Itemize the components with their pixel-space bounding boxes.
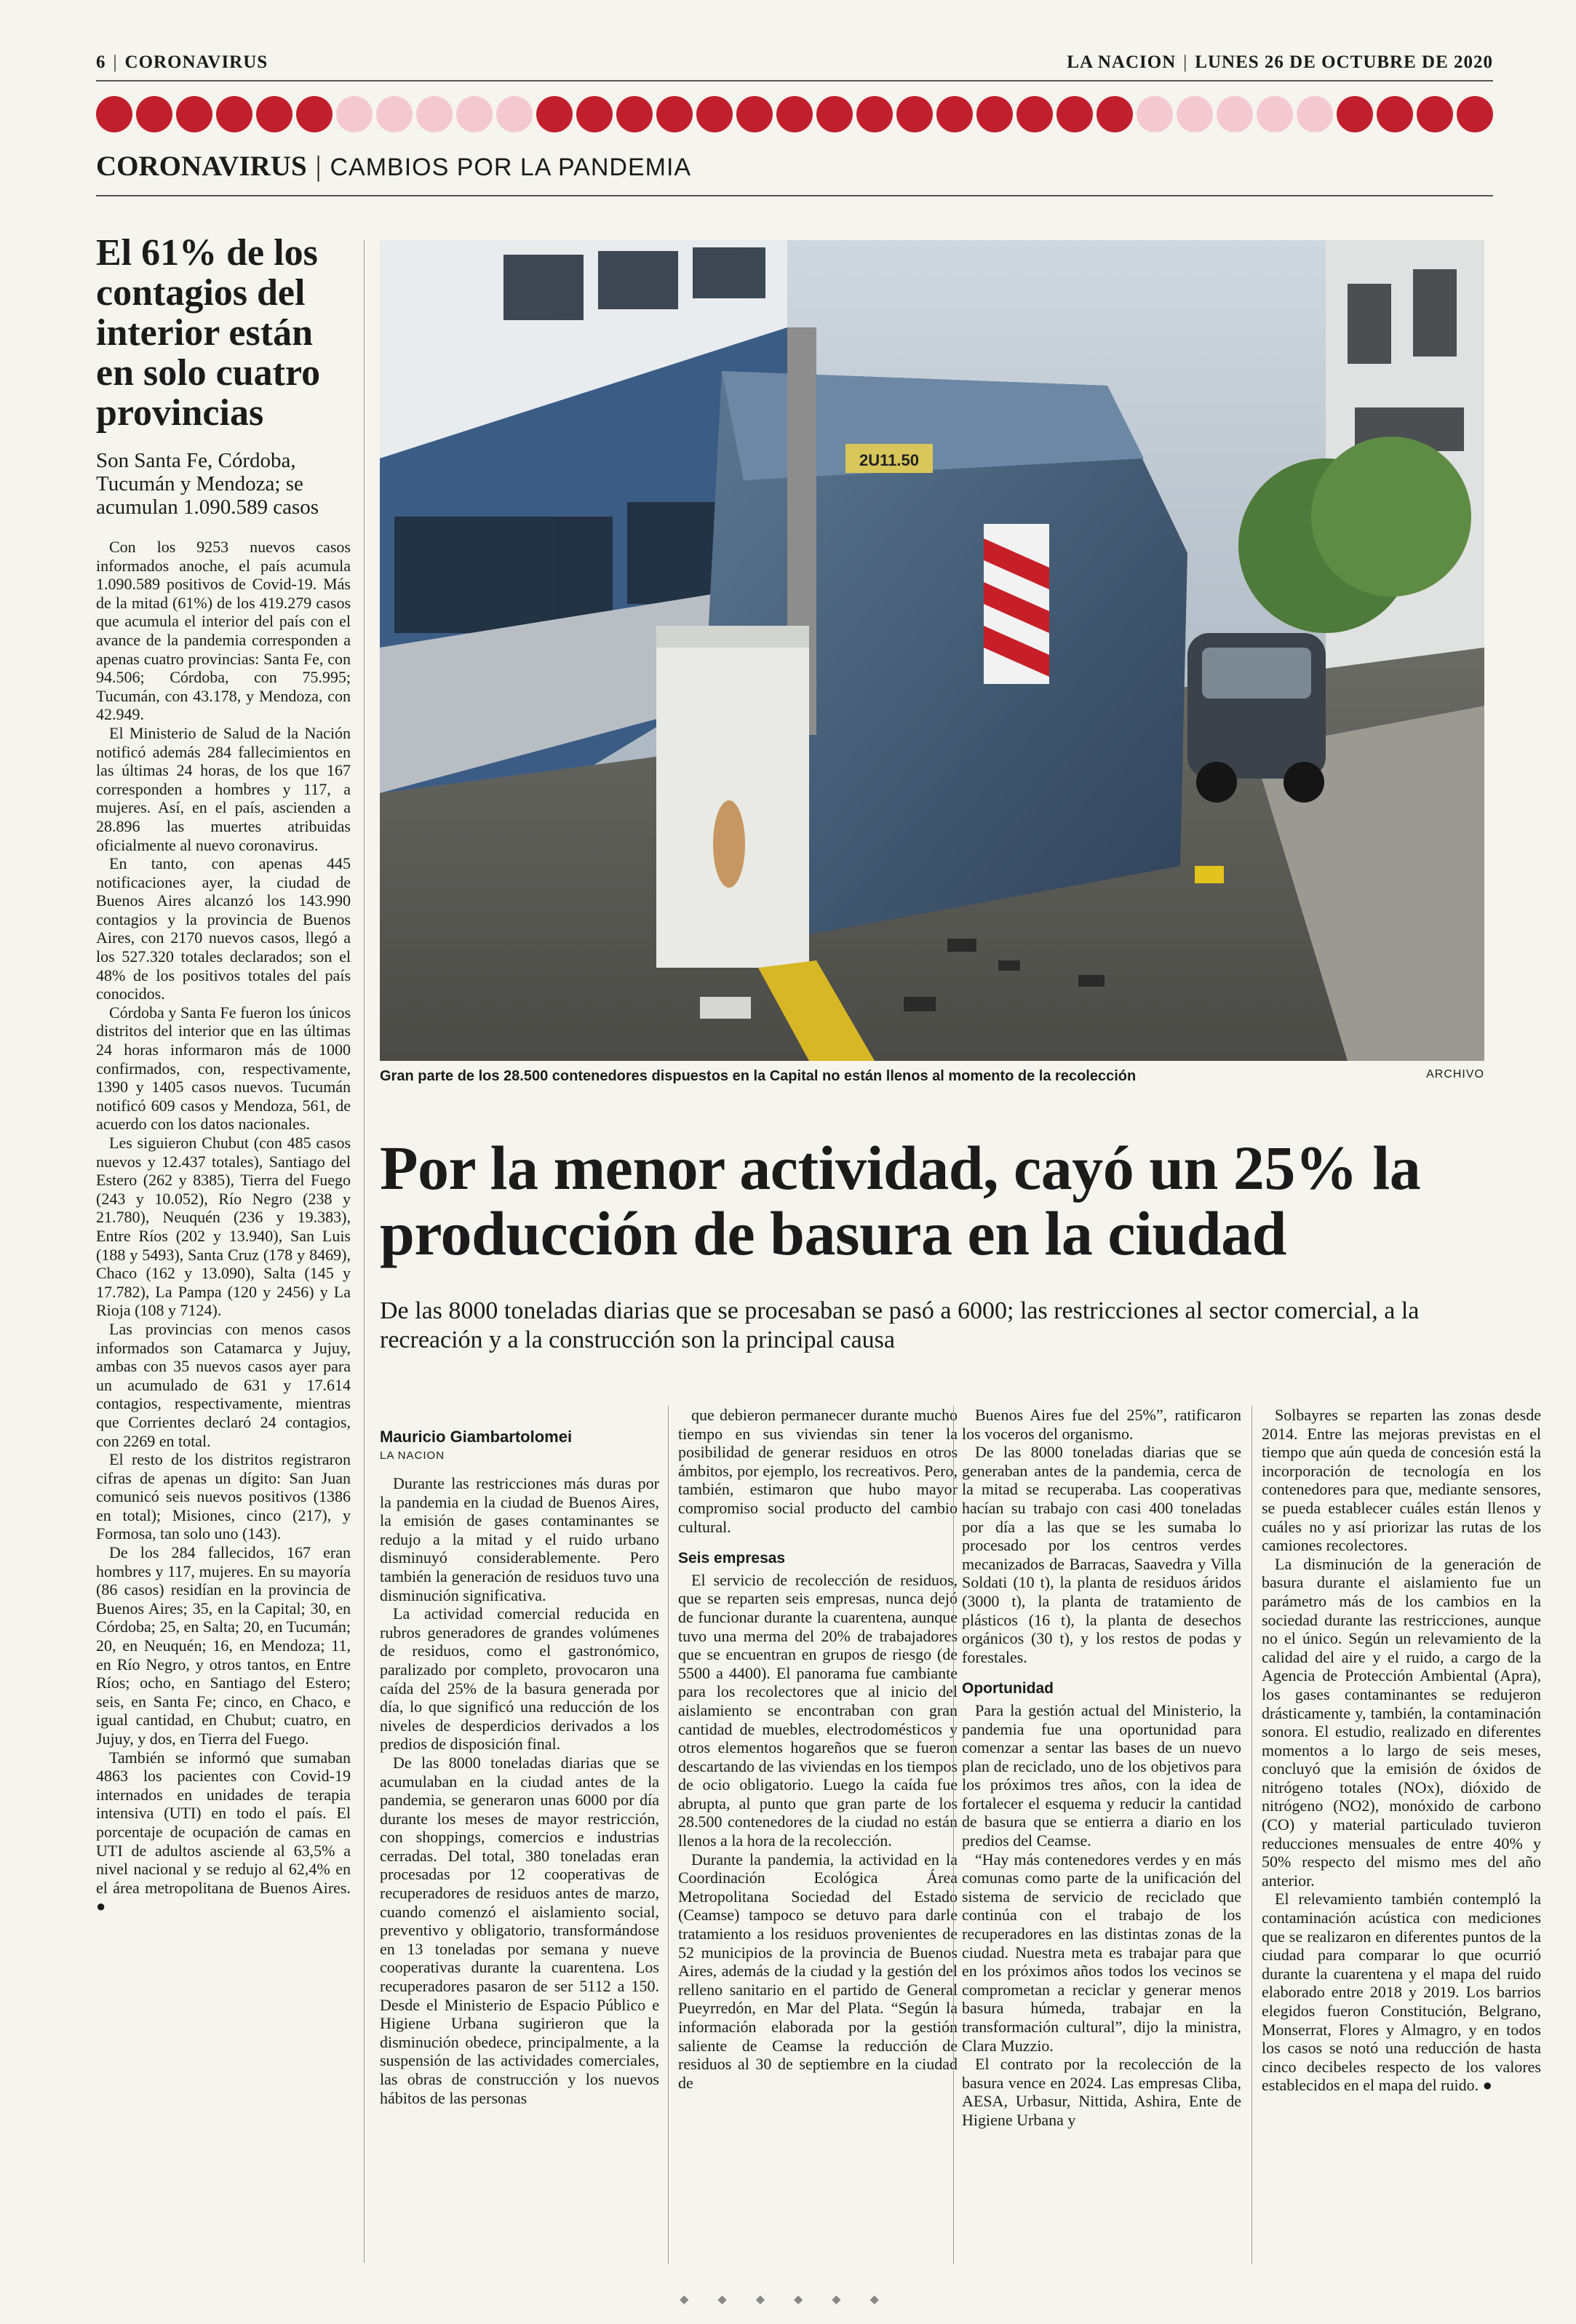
virus-dot [976, 96, 1013, 132]
paragraph: “Hay más contenedores verdes y en más comunas como parte de la unificación del sistema de servicio de reciclado que continúa con el trabajo de los recuperadores en las distintas zonas de la ciudad. Nuestra meta es trabajar para que en los próximos años todos los vecinos se comprometan a reciclar y generar menos basura húmeda, trabajar en la transformación cultural”, dijo la ministra, Clara Muzzio. [962, 1850, 1241, 2055]
photo-caption-text: Gran parte de los 28.500 contenedores dispuestos en la Capital no están llenos al momento de la recolección [380, 1068, 1137, 1084]
sidebar-story [96, 233, 351, 1916]
virus-dot [696, 96, 733, 132]
author-name: Mauricio Giambartolomei [380, 1428, 573, 1446]
article-deck: De las 8000 toneladas diarias que se procesaban se pasó a 6000; las restricciones al sector comercial, a la recreación y a la construcción son la principal causa [380, 1297, 1420, 1353]
article-headline: Por la menor actividad, cayó un 25% la producción de basura en la ciudad [380, 1133, 1421, 1268]
virus-dot [1097, 96, 1133, 132]
virus-dot [1257, 96, 1293, 132]
virus-dot [1137, 96, 1173, 132]
article-column-1 [380, 1474, 659, 2107]
virus-dot [1337, 96, 1373, 132]
virus-dot [456, 96, 493, 132]
paragraph: Con los 9253 nuevos casos informados anoche, el país acumula 1.090.589 positivos de Covid-19. Más de la mitad (61%) de los 419.279 casos que acumula el interior del país con el avance de la pandemia corresponden a apenas cuatro provincias: Santa Fe, con 94.506; Córdoba, con 75.995; Tucumán, con 43.178, y Mendoza, con 42.949. [96, 538, 351, 724]
virus-dot [216, 96, 252, 132]
column-divider [953, 1406, 954, 2264]
paragraph: Buenos Aires fue del 25%”, ratificaron los voceros del organismo. [962, 1406, 1241, 1443]
paragraph: También se informó que sumaban 4863 los pacientes con Covid-19 internados en unidades de terapia intensiva (UTI) en todo el país. El porcentaje de ocupación de camas en UTI de adultos asciende al 63,5% a nivel nacional y se redujo al 62,4% en el área metropolitana de Buenos Aires. ● [96, 1748, 351, 1916]
section-header [96, 150, 1187, 188]
sidebar-body [96, 538, 351, 1916]
byline [380, 1428, 656, 1462]
newspaper-name: LA NACION [1067, 52, 1177, 72]
paragraph: El resto de los distritos registraron cifras de apenas un dígito: San Juan comunicó seis nuevos positivos (1386 en total); Misiones, cinco (217), y Formosa, tan solo uno (143). [96, 1450, 351, 1543]
article-column-2 [678, 1406, 958, 2092]
issue-date: LUNES 26 DE OCTUBRE DE 2020 [1195, 52, 1493, 72]
virus-dot [1417, 96, 1453, 132]
paragraph: El servicio de recolección de residuos, que se reparten seis empresas, nunca dejó de funcionar durante la cuarentena, aunque tuvo una merma del 20% de trabajadores que se encuentran en grupos de riesgo (de 5500 a 4400). El panorama fue cambiante para los recolectores que al inicio del aislamiento se encontraban con gran cantidad de muebles, electrodomésticos y otros elementos hogareños que se fueron descartando de las viviendas en los tiempos de ocio obligatorio. Luego la caída fue abrupta, al punto que gran parte de los 28.500 contenedores de la ciudad no están llenos a la hora de la recolección. [678, 1570, 958, 1850]
paragraph: Para la gestión actual del Ministerio, la pandemia fue una oportunidad para comenzar a sentar las bases de un nuevo plan de reciclado, uno de los objetivos para los próximos tres años, con la idea de fortalecer el esquema y reducir la cantidad de basura que se entierra a diario en los predios del Ceamse. [962, 1700, 1241, 1850]
paragraph: Les siguieron Chubut (con 485 casos nuevos y 12.437 totales), Santiago del Estero (262 y 8385), Tierra del Fuego (243 y 10.052), Río Negro (238 y 21.780), Neuquén (236 y 19.383), Entre Ríos (202 y 13.940), San Luis (188 y 5493), Santa Cruz (178 y 8469), Chaco (162 y 13.090), Salta (145 y 17.782), La Pampa (120 y 2456) y La Rioja (108 y 7124). [96, 1134, 351, 1320]
print-registration-marks: ◆ ◆ ◆ ◆ ◆ ◆ [680, 2293, 892, 2306]
paragraph: Solbayres se reparten las zonas desde 2014. Entre las mejoras previstas en el tiempo que aún queda de concesión está la incorporación de tecnología en los contenedores para que, mediante sensores, se pueda establecer cuáles están llenos y cuáles no y así priorizar las rutas de los camiones recolectores. [1262, 1406, 1541, 1555]
section-kicker: CORONAVIRUS [96, 151, 307, 182]
column-divider [668, 1406, 669, 2264]
virus-dot [776, 96, 813, 132]
photo-caption [380, 1068, 1484, 1090]
folio-section: CORONAVIRUS [124, 52, 268, 72]
paragraph: El Ministerio de Salud de la Nación notificó además 284 fallecimientos en las últimas 24 horas, de los que 167 corresponden a hombres y 117, a mujeres. Así, en el país, ascienden a 28.896 las muertes atribuidas oficialmente al nuevo coronavirus. [96, 723, 351, 854]
virus-dot [736, 96, 773, 132]
paragraph: De las 8000 toneladas diarias que se acumulaban en la ciudad antes de la pandemia, se generaron unas 6000 por día durante los meses de mayor restricción, con shoppings, comercios e industrias cerradas. Del total, 380 toneladas eran procesadas por 12 cooperativas de recuperadores de residuos antes de marzo, cuando comenzó el aislamiento social, preventivo y obligatorio, transformándose en 13 toneladas por semana y nueve cooperativas durante la cuarentena. Los recuperadores pasaron de ser 5112 a 150. Desde el Ministerio de Espacio Público e Higiene Urbana sugirieron que la disminución obedece, principalmente, a la suspensión de las actividades comerciales, las obras de construcción y los nuevos hábitos de las personas [380, 1753, 659, 2107]
virus-dot [96, 96, 132, 132]
sidebar-divider [364, 240, 365, 2263]
paragraph: De los 284 fallecidos, 167 eran hombres y 117, mujeres. En su mayoría (86 casos) residían en la provincia de Buenos Aires; 35, en la Capital; 30, en Córdoba; 25, en Salta; 20, en Tucumán; 20, en Neuquén; 16, en Mendoza; 11, en Río Negro, y otros tantos, en Entre Ríos; ocho, en Santiago del Estero; seis, en Santa Fe; cinco, en Chaco, e igual cantidad, en Chubut; cuatro, en Jujuy, y dos, en Tierra del Fuego. [96, 1543, 351, 1748]
virus-dot [656, 96, 693, 132]
paragraph: La disminución de la generación de basura durante el aislamiento fue un parámetro más de los cambios en la sociedad durante las restricciones, aunque no el único. Según un relevamiento de la calidad del aire y el ruido, a cargo de la Agencia de Protección Ambiental (Apra), los gases contaminantes se redujeron drásticamente y, también, la contaminación sonora. El estudio, realizado en diferentes momentos a lo largo de seis meses, concluyó que la emisión de óxidos de nitrógeno totales (NOx), dióxido de nitrógeno (NO2), monóxido de carbono (CO) y material particulado tuvieron reducciones mensuales de entre 40% y 50% respecto del mismo mes del año anterior. [1262, 1554, 1541, 1890]
folio-rule [96, 80, 1493, 81]
virus-dot [1217, 96, 1253, 132]
virus-dot [936, 96, 973, 132]
folio-line: 6 | CORONAVIRUS LA NACION | LUNES 26 DE OCTUBRE DE 2020 [96, 52, 1493, 72]
section-subtitle: CAMBIOS POR LA PANDEMIA [330, 154, 692, 181]
virus-dot [1177, 96, 1213, 132]
section-separator: | [315, 151, 322, 182]
virus-dot [136, 96, 172, 132]
virus-dot [296, 96, 333, 132]
paragraph: La actividad comercial reducida en rubros generadores de grandes volúmenes de residuos, como el gastronómico, paralizado por completo, provocaron una caída del 25% de la basura generada por día, lo que significó una reducción de los niveles de desperdicios derivados a los predios de disposición final. [380, 1604, 659, 1754]
virus-dot [1016, 96, 1053, 132]
subheading: Oportunidad [962, 1680, 1054, 1698]
virus-dot [1297, 96, 1333, 132]
virus-dot [816, 96, 853, 132]
virus-dot [576, 96, 613, 132]
virus-dot [1056, 96, 1093, 132]
article-photo [380, 240, 1484, 1061]
paragraph: Durante la pandemia, la actividad en la Coordinación Ecológica Área Metropolitana Sociedad del Estado (Ceamse) tampoco se detuvo para darle tratamiento a los residuos provenientes de 52 municipios de la provincia de Buenos Aires, además de la ciudad y la gestión del relleno sanitario en el partido de General Pueyrredón, en Mar del Plata. “Según la información elaborada por la gestión saliente de Ceamse la reducción de residuos al 30 de septiembre en la ciudad de [678, 1850, 958, 2092]
sidebar-title: El 61% de los contagios del interior están en solo cuatro provincias [96, 232, 321, 434]
column-divider [1251, 1406, 1252, 2264]
article-column-3 [962, 1406, 1241, 2130]
paragraph: El contrato por la recolección de la basura vence en 2024. Las empresas Cliba, AESA, Urbasur, Nittida, Ashira, Ente de Higiene Urbana y [962, 2055, 1241, 2129]
paragraph: Córdoba y Santa Fe fueron los únicos distritos del interior que en las últimas 24 horas informaron más de 1000 confirmados, con, respectivamente, 1390 y 1405 casos nuevos. Tucumán notificó 609 casos y Mendoza, 561, de acuerdo con los datos nacionales. [96, 1003, 351, 1134]
virus-dot [176, 96, 212, 132]
virus-dot [496, 96, 533, 132]
virus-dot [616, 96, 653, 132]
paragraph: que debieron permanecer durante mucho tiempo en sus viviendas sin tener la posibilidad de generar residuos en otros ámbitos, por ejemplo, los recreativos. Pero, también, estimaron que hubo mayor compromiso social producto del cambio cultural. [678, 1406, 958, 1536]
virus-dot [896, 96, 933, 132]
virus-dot [416, 96, 453, 132]
photo-credit: ARCHIVO [1426, 1068, 1484, 1081]
article-column-4 [1262, 1406, 1541, 2095]
paragraph: Las provincias con menos casos informados son Catamarca y Jujuy, ambas con 35 nuevos casos ayer para un acumulado de 631 y 17.614 contagios, respectivamente, mientras que Corrientes declaró 24 contagios, con 2269 en total. [96, 1319, 351, 1450]
virus-dots-band [96, 92, 1493, 138]
virus-dot [856, 96, 893, 132]
virus-dot [336, 96, 373, 132]
paragraph: Durante las restricciones más duras por la pandemia en la ciudad de Buenos Aires, la emisión de gases contaminantes se redujo a la mitad y el ruido urbano disminuyó considerablemente. Pero también la generación de residuos tuvo una disminución significativa. [380, 1474, 659, 1604]
paragraph: En tanto, con apenas 445 notificaciones ayer, la ciudad de Buenos Aires alcanzó los 143.990 contagios y la provincia de Buenos Aires, con 2170 nuevos casos, llegó a los 527.320 totales declarados; son el 48% de los positivos totales del país conocidos. [96, 854, 351, 1003]
subheading: Seis empresas [678, 1550, 786, 1567]
virus-dot [376, 96, 413, 132]
author-outlet: LA NACION [380, 1449, 445, 1462]
paragraph: El relevamiento también contempló la contaminación acústica con mediciones que se realizaron en diferentes puntos de la ciudad para comparar lo que ocurrió durante la cuarentena y el mapa del ruido elaborado entre 2018 y 2019. Los barrios elegidos fueron Constitución, Belgrano, Monserrat, Flores y Almagro, y en todos los casos se notó una reducción de hasta cinco decibeles respecto de los valores establecidos en el mapa del ruido. ● [1262, 1890, 1541, 2095]
sidebar-deck: Son Santa Fe, Córdoba, Tucumán y Mendoza; se acumulan 1.090.589 casos [96, 449, 319, 519]
virus-dot [1377, 96, 1413, 132]
container-id-label: 2U11.50 [859, 451, 919, 469]
virus-dot [536, 96, 573, 132]
virus-dot [256, 96, 292, 132]
virus-dot [1457, 96, 1493, 132]
section-rule [96, 195, 1493, 196]
page-number: 6 [96, 52, 106, 72]
paragraph: De las 8000 toneladas diarias que se generaban antes de la pandemia, cerca de la mitad se recuperaba. Las cooperativas hacían su trabajo con casi 400 toneladas por día a las que se les sumaba lo procesado por los centros verdes mecanizados de Barracas, Saavedra y Villa Soldati (10 t), la planta de residuos áridos (3000 t), la planta de tratamiento de plásticos (16 t), la planta de desechos orgánicos (30 t), y los restos de podas y forestales. [962, 1443, 1241, 1666]
